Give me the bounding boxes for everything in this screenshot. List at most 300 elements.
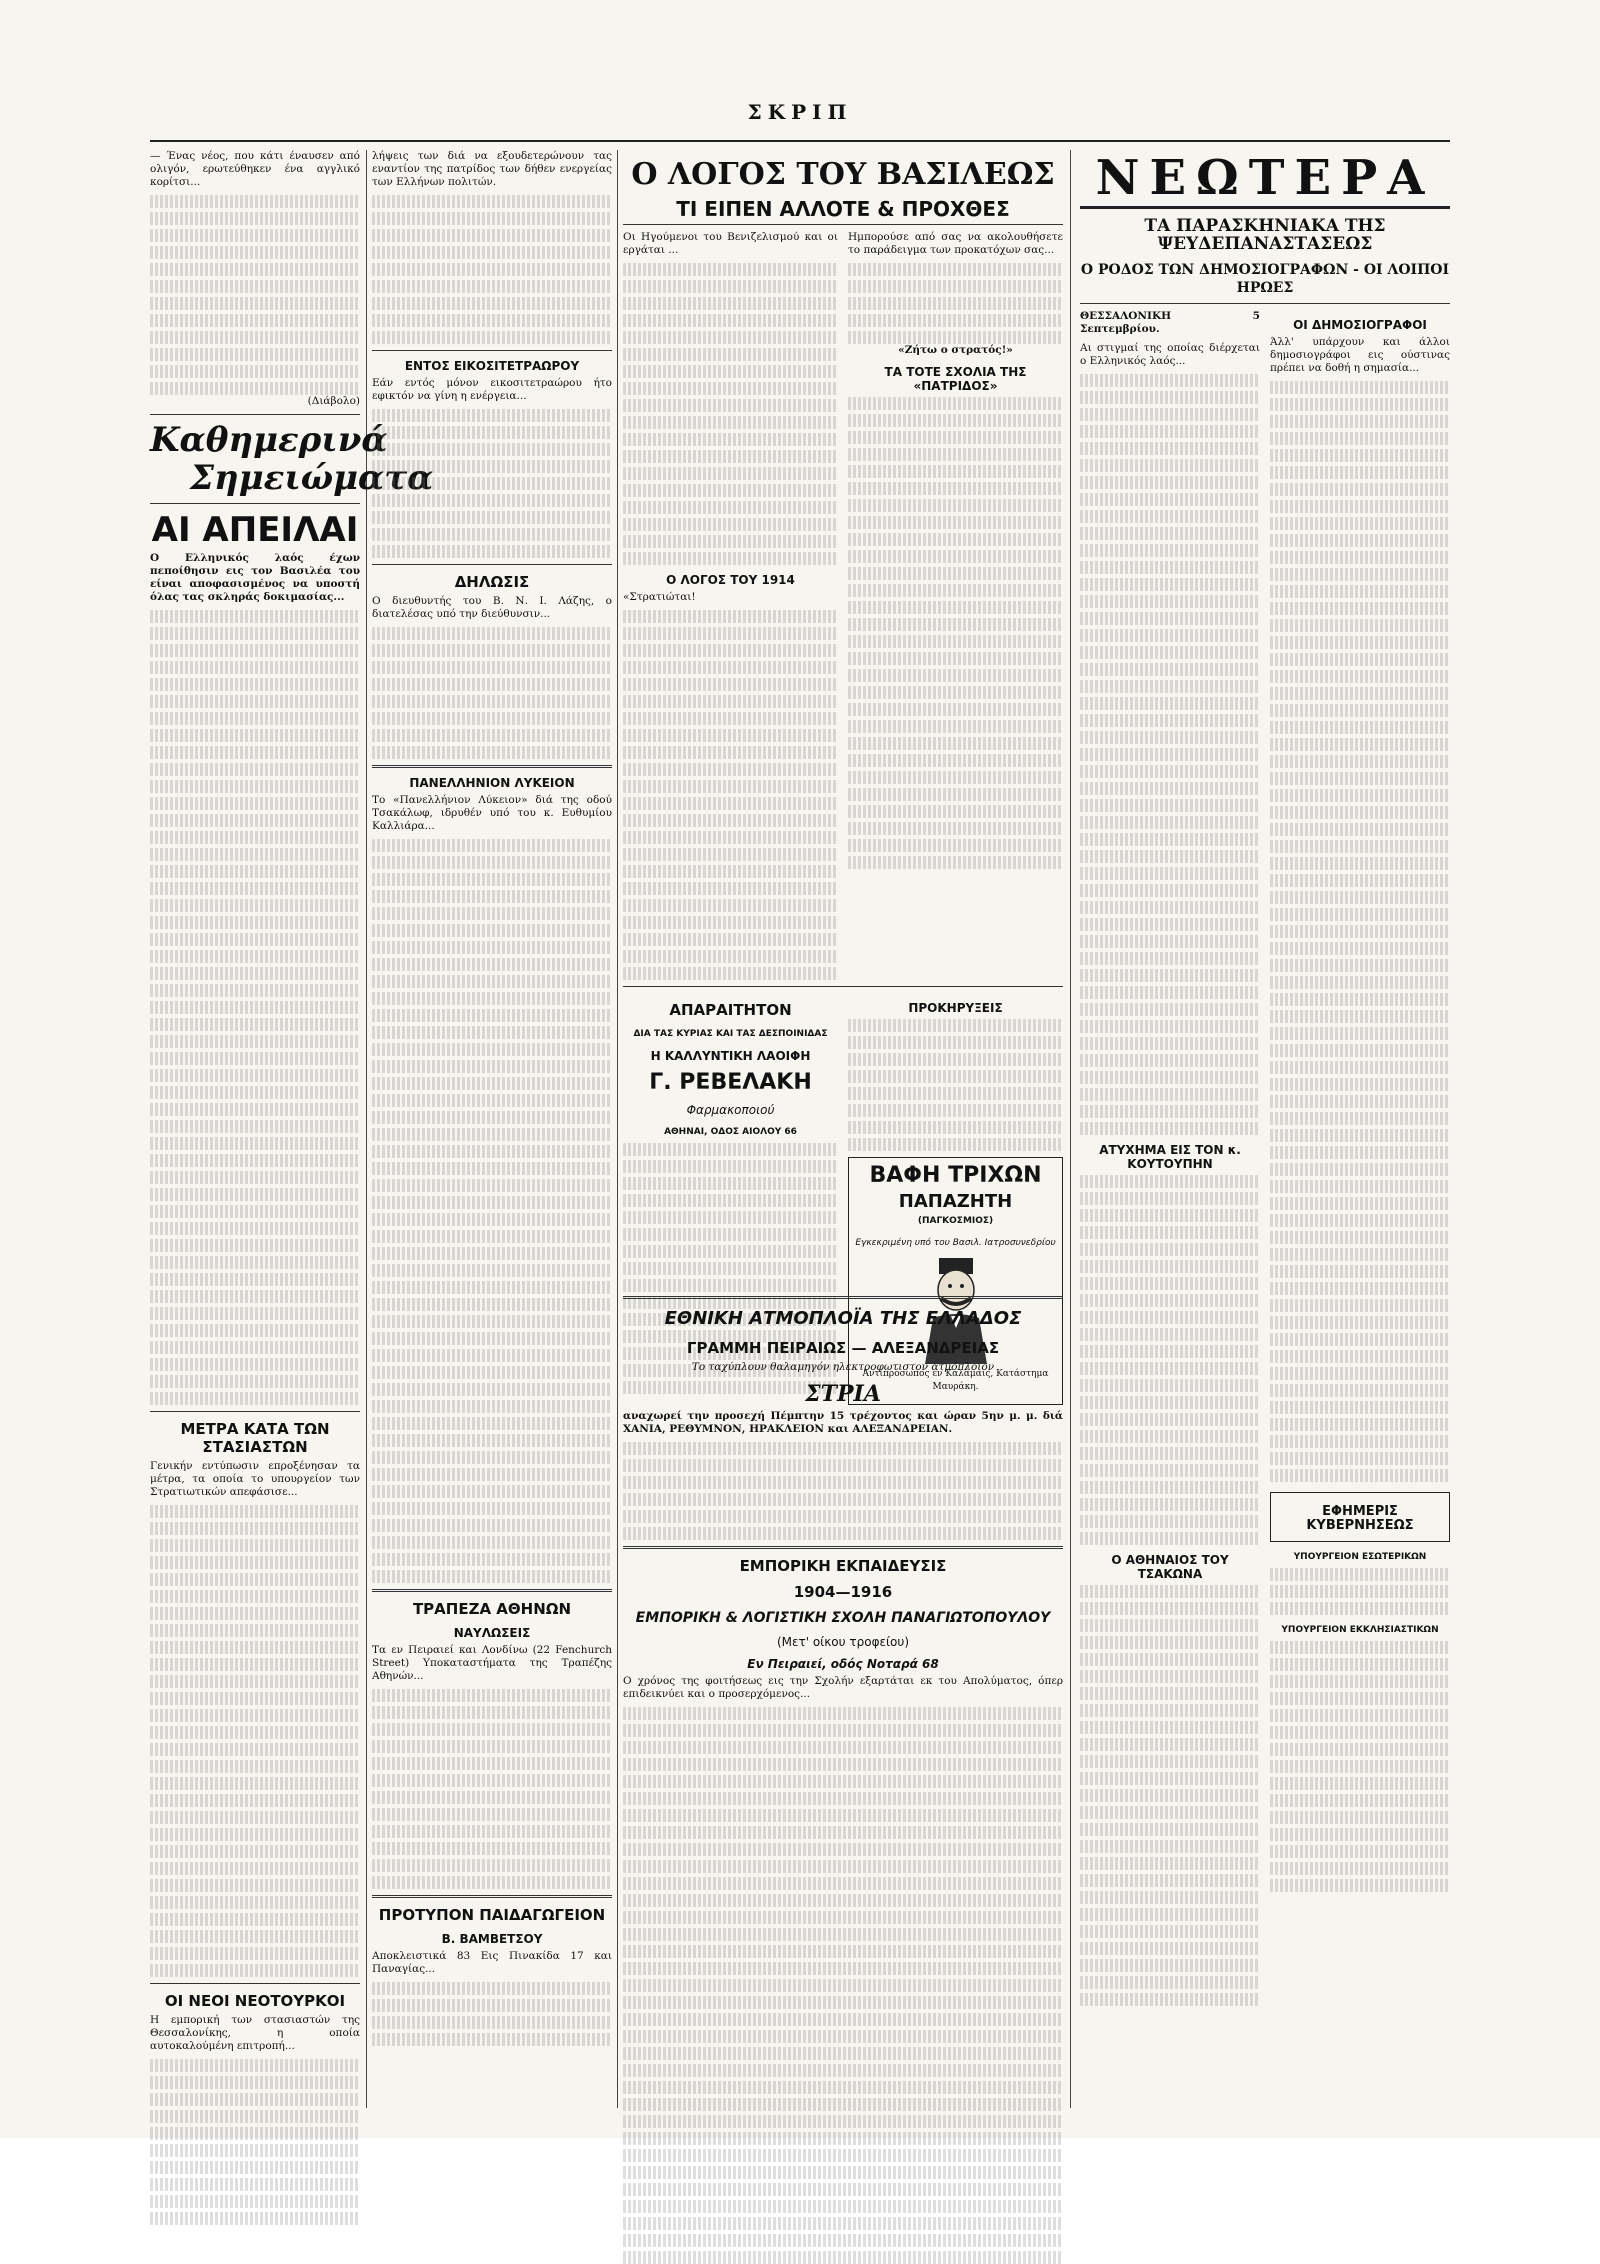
text-line-placeholder <box>623 2047 1063 2060</box>
text-line-placeholder <box>150 865 360 878</box>
text-line-placeholder <box>372 1859 612 1872</box>
text-line-placeholder <box>623 814 838 827</box>
ad-subtitle: ΔΙΑ ΤΑΣ ΚΥΡΙΑΣ ΚΑΙ ΤΑΣ ΔΕΣΠΟΙΝΙΔΑΣ <box>633 1029 828 1039</box>
text-line-placeholder <box>623 263 838 276</box>
text-line-placeholder <box>623 865 838 878</box>
text-line-placeholder <box>848 584 1063 597</box>
text-line-placeholder <box>372 746 612 759</box>
text-line-placeholder <box>150 1692 360 1705</box>
text-line-placeholder <box>623 2183 1063 2196</box>
text-line-placeholder <box>1080 476 1260 489</box>
text-line-placeholder <box>150 814 360 827</box>
column-2 <box>372 150 612 2108</box>
text-line-placeholder <box>150 661 360 674</box>
text-line-placeholder <box>150 1658 360 1671</box>
text-line-placeholder <box>623 382 838 395</box>
headline-behind-scenes: ΤΑ ΠΑΡΑΣΚΗΝΙΑΚΑ ΤΗΣ ΨΕΥΔΕΠΑΝΑΣΤΑΣΕΩΣ <box>1144 216 1386 254</box>
headline-accident: ΑΤΥΧΗΜΑ ΕΙΣ ΤΟΝ κ. ΚΟΥΤΟΥΠΗΝ <box>1099 1143 1241 1171</box>
text-line-placeholder <box>1080 1277 1260 1290</box>
text-line-placeholder <box>1270 1585 1450 1598</box>
text-line-placeholder <box>1080 1721 1260 1734</box>
text-line-placeholder <box>150 1120 360 1133</box>
text-line-placeholder <box>623 518 838 531</box>
text-line-placeholder <box>372 1485 612 1498</box>
text-line-placeholder <box>1080 884 1260 897</box>
headline-measures: ΜΕΤΡΑ ΚΑΤΑ ΤΩΝ ΣΤΑΣΙΑΣΤΩΝ <box>180 1420 330 1456</box>
text-line-placeholder <box>150 1777 360 1790</box>
text-line-placeholder <box>848 1053 1063 1066</box>
text-line-placeholder <box>150 933 360 946</box>
text-line-placeholder <box>150 1086 360 1099</box>
text-line-placeholder <box>372 1196 612 1209</box>
text-line-placeholder <box>1080 833 1260 846</box>
text-line-placeholder <box>623 1459 1063 1472</box>
text-line-placeholder <box>150 263 360 276</box>
text-line-placeholder <box>1080 1806 1260 1819</box>
text-line-placeholder <box>1270 1862 1450 1875</box>
text-line-placeholder <box>150 1760 360 1773</box>
text-line-placeholder <box>1270 1044 1450 1057</box>
text-line-placeholder <box>1270 925 1450 938</box>
text-line-placeholder <box>1080 425 1260 438</box>
ad-brand: Η ΚΑΛΛΥΝΤΙΚΗ ΛΑΟΙΦΗ <box>650 1049 811 1063</box>
text-line-placeholder <box>150 1964 360 1977</box>
text-line-placeholder <box>150 899 360 912</box>
text-line-placeholder <box>372 644 612 657</box>
text-line-placeholder <box>1270 959 1450 972</box>
text-line-placeholder <box>372 1706 612 1719</box>
headline-the-journalists: ΟΙ ΔΗΜΟΣΙΟΓΡΑΦΟΙ <box>1293 318 1427 332</box>
text-line-placeholder <box>150 2110 360 2123</box>
text-line-placeholder <box>848 1019 1063 1032</box>
text-line-placeholder <box>150 1896 360 1909</box>
text-line-placeholder <box>372 729 612 742</box>
text-line-placeholder <box>372 443 612 456</box>
text-line-placeholder <box>150 195 360 208</box>
text-line-placeholder <box>623 348 838 361</box>
text-bank: Τα εν Πειραιεί και Λονδίνω (22 Fenchurch Street) Υποκαταστήματα της Τραπέζης Αθηνών... <box>372 1644 612 1682</box>
text-line-placeholder <box>372 890 612 903</box>
text-line-placeholder <box>623 2217 1063 2230</box>
text-line-placeholder <box>372 212 612 225</box>
text-line-placeholder <box>1270 1010 1450 1023</box>
headline-athenian: Ο ΑΘΗΝΑΙΟΣ ΤΟΥ ΤΣΑΚΩΝΑ <box>1111 1553 1229 1581</box>
text-line-placeholder <box>150 348 360 361</box>
text-line-placeholder <box>372 2016 612 2029</box>
text-line-placeholder <box>1270 1197 1450 1210</box>
text-line-placeholder <box>372 246 612 259</box>
text-line-placeholder <box>848 263 1063 276</box>
text-line-placeholder <box>372 1230 612 1243</box>
text-line-placeholder <box>150 2161 360 2174</box>
text-line-placeholder <box>372 1791 612 1804</box>
text-line-placeholder <box>1270 1112 1450 1125</box>
text-line-placeholder <box>150 678 360 691</box>
text-line-placeholder <box>372 426 612 439</box>
text-line-placeholder <box>150 280 360 293</box>
text-line-placeholder <box>1080 1755 1260 1768</box>
ad-title: ΒΑΦΗ ΤΡΙΧΩΝ <box>869 1163 1042 1188</box>
headline-young-turks: ΟΙ ΝΕΟΙ ΝΕΟΤΟΥΡΚΟΙ <box>164 1992 346 2010</box>
text-line-placeholder <box>150 1879 360 1892</box>
text-line-placeholder <box>623 297 838 310</box>
text-line-placeholder <box>623 433 838 446</box>
text-line-placeholder <box>1080 374 1260 387</box>
headline-bank: ΤΡΑΠΕΖΑ ΑΘΗΝΩΝ <box>412 1600 572 1618</box>
text-line-placeholder <box>848 652 1063 665</box>
text-line-placeholder <box>1080 1857 1260 1870</box>
text-line-placeholder <box>1270 1777 1450 1790</box>
speech-1914-lead: «Στρατιώται! <box>623 591 696 603</box>
text-line-placeholder <box>150 729 360 742</box>
text-line-placeholder <box>150 1154 360 1167</box>
text-line-placeholder <box>1080 1430 1260 1443</box>
text-line-placeholder <box>1080 816 1260 829</box>
text-line-placeholder <box>1270 1641 1450 1654</box>
text-line-placeholder <box>1080 1396 1260 1409</box>
text-line-placeholder <box>150 916 360 929</box>
text-line-placeholder <box>623 280 838 293</box>
text-line-placeholder <box>1080 578 1260 591</box>
text-line-placeholder <box>150 1273 360 1286</box>
text-line-placeholder <box>372 1451 612 1464</box>
text-line-placeholder <box>848 1121 1063 1134</box>
text-line-placeholder <box>150 212 360 225</box>
text-line-placeholder <box>1080 1840 1260 1853</box>
text-line-placeholder <box>1270 1435 1450 1448</box>
text-line-placeholder <box>1270 653 1450 666</box>
text-line-placeholder <box>623 1493 1063 1506</box>
text-line-placeholder <box>1270 551 1450 564</box>
text-line-placeholder <box>1080 765 1260 778</box>
text-line-placeholder <box>623 2149 1063 2162</box>
text-line-placeholder <box>372 839 612 852</box>
quote: «Ζήτω ο στρατός!» <box>898 344 1013 356</box>
text-line-placeholder <box>1270 1061 1450 1074</box>
text-line-placeholder <box>1080 1891 1260 1904</box>
text-line-placeholder <box>623 2234 1063 2247</box>
text-line-placeholder <box>848 516 1063 529</box>
text-line-placeholder <box>150 1828 360 1841</box>
text-line-placeholder <box>848 754 1063 767</box>
text-line-placeholder <box>623 1996 1063 2009</box>
text-line-placeholder <box>372 1077 612 1090</box>
shipping-text: αναχωρεί την προσεχή Πέμπτην 15 τρέχοντος και ώραν 5ην μ. μ. διά ΧΑΝΙΑ, ΡΕΘΥΜΝΟΝ, ΗΡΑΚΛΕΙΟΝ και ΑΛΕΞΑΝΔΡΕΙΑΝ. <box>623 1410 1063 1435</box>
text-line-placeholder <box>1080 1447 1260 1460</box>
text-line-placeholder <box>372 1281 612 1294</box>
text-line-placeholder <box>848 414 1063 427</box>
text-line-placeholder <box>1080 1823 1260 1836</box>
text-line-placeholder <box>150 1205 360 1218</box>
text-line-placeholder <box>1270 687 1450 700</box>
text-line-placeholder <box>1080 1789 1260 1802</box>
text-line-placeholder <box>848 1036 1063 1049</box>
column-divider <box>617 150 618 2108</box>
text-line-placeholder <box>1270 449 1450 462</box>
text-line-placeholder <box>1080 1071 1260 1084</box>
text-line-placeholder <box>1270 1726 1450 1739</box>
text-line-placeholder <box>1080 680 1260 693</box>
text-line-placeholder <box>372 1982 612 1995</box>
latest-text-a: Αι στιγμαί της οποίας διέρχεται ο Ελληνικός λαός... <box>1080 342 1260 367</box>
text-line-placeholder <box>848 499 1063 512</box>
section-title: Καθημερινά <box>150 420 388 460</box>
text-line-placeholder <box>1270 483 1450 496</box>
text-line-placeholder <box>150 2093 360 2106</box>
text-line-placeholder <box>150 882 360 895</box>
commercial-education-title: ΕΜΠΟΡΙΚΗ ΕΚΠΑΙΔΕΥΣΙΣ <box>739 1557 947 1575</box>
text-line-placeholder <box>1270 1214 1450 1227</box>
text-line-placeholder <box>150 1392 360 1405</box>
commercial-school-address: Εν Πειραιεί, οδός Νοταρά 68 <box>747 1657 939 1671</box>
text-line-placeholder <box>1080 782 1260 795</box>
text-line-placeholder <box>623 1228 838 1241</box>
text-line-placeholder <box>372 1060 612 1073</box>
text-line-placeholder <box>150 1052 360 1065</box>
text-line-placeholder <box>150 2212 360 2225</box>
text-line-placeholder <box>1270 1879 1450 1892</box>
text-line-placeholder <box>1270 1231 1450 1244</box>
text-line-placeholder <box>1080 391 1260 404</box>
text-line-placeholder <box>150 1341 360 1354</box>
text-line-placeholder <box>1080 1481 1260 1494</box>
text-line-placeholder <box>150 1505 360 1518</box>
text-line-placeholder <box>372 1519 612 1532</box>
text-line-placeholder <box>1080 1942 1260 1955</box>
text-line-placeholder <box>1080 1532 1260 1545</box>
text-line-placeholder <box>1080 1704 1260 1717</box>
headline-speech-1914: Ο ΛΟΓΟΣ ΤΟΥ 1914 <box>666 573 795 587</box>
text-line-placeholder <box>372 1349 612 1362</box>
text-line-placeholder <box>1080 1464 1260 1477</box>
text-line-placeholder <box>848 397 1063 410</box>
text-line-placeholder <box>1270 619 1450 632</box>
text-line-placeholder <box>623 1775 1063 1788</box>
text-line-placeholder <box>372 1366 612 1379</box>
text-line-placeholder <box>150 1573 360 1586</box>
text-line-placeholder <box>372 528 612 541</box>
text-line-placeholder <box>1270 1384 1450 1397</box>
text-line-placeholder <box>372 1111 612 1124</box>
text-line-placeholder <box>372 1740 612 1753</box>
text-line-placeholder <box>150 1018 360 1031</box>
text-line-placeholder <box>372 280 612 293</box>
text-line-placeholder <box>1080 1020 1260 1033</box>
text-line-placeholder <box>1080 1993 1260 2006</box>
text-line-placeholder <box>1080 1122 1260 1135</box>
text-line-placeholder <box>1270 1675 1450 1688</box>
text-line-placeholder <box>623 916 838 929</box>
text-line-placeholder <box>623 644 838 657</box>
text-line-placeholder <box>1270 1452 1450 1465</box>
text-line-placeholder <box>848 297 1063 310</box>
text-line-placeholder <box>848 822 1063 835</box>
text-line-placeholder <box>1080 1738 1260 1751</box>
text-line-placeholder <box>623 1143 838 1156</box>
text-declaration: Ο διευθυντής του Β. Ν. Ι. Λάζης, ο διατελέσας υπό την διεύθυνσιν... <box>372 595 612 620</box>
text-line-placeholder <box>150 848 360 861</box>
text-line-placeholder <box>623 2013 1063 2026</box>
text-line-placeholder <box>372 1094 612 1107</box>
text-line-placeholder <box>150 1290 360 1303</box>
text-line-placeholder <box>623 1962 1063 1975</box>
text-line-placeholder <box>372 1247 612 1260</box>
text-line-placeholder <box>623 535 838 548</box>
text-line-placeholder <box>848 280 1063 293</box>
text-line-placeholder <box>1270 1418 1450 1431</box>
ad-approval: Εγκεκριμένη υπό του Βασιλ. Ιατροσυνεδρίου <box>855 1238 1056 1248</box>
text-line-placeholder <box>150 1256 360 1269</box>
text-line-placeholder <box>1270 1316 1450 1329</box>
text-line-placeholder <box>848 686 1063 699</box>
ad-title: ΑΠΑΡΑΙΤΗΤΟΝ <box>669 1001 792 1019</box>
text-line-placeholder <box>1270 670 1450 683</box>
text-line-placeholder <box>1270 1333 1450 1346</box>
text-line-placeholder <box>848 1104 1063 1117</box>
text-line-placeholder <box>372 1400 612 1413</box>
text-line-placeholder <box>623 1476 1063 1489</box>
text-line-placeholder <box>1270 1367 1450 1380</box>
text-line-placeholder <box>372 1502 612 1515</box>
text-line-placeholder <box>848 771 1063 784</box>
text-line-placeholder <box>372 1264 612 1277</box>
text-line-placeholder <box>372 907 612 920</box>
young-turks-text: Η εμπορική των στασιαστών της Θεσσαλονίκης, η οποία αυτοκαλούμένη επιτροπή... <box>150 2014 360 2052</box>
text-line-placeholder <box>623 2115 1063 2128</box>
text-line-placeholder <box>623 661 838 674</box>
text-line-placeholder <box>372 661 612 674</box>
text-line-placeholder <box>623 450 838 463</box>
text-line-placeholder <box>372 314 612 327</box>
text-line-placeholder <box>848 805 1063 818</box>
text-line-placeholder <box>848 465 1063 478</box>
text-line-placeholder <box>1270 1760 1450 1773</box>
text-line-placeholder <box>150 1794 360 1807</box>
text-line-placeholder <box>1270 500 1450 513</box>
ad-address: ΑΘΗΝΑΙ, ΟΔΟΣ ΑΙΟΛΟΥ 66 <box>664 1127 797 1137</box>
headline-proclamations: ΠΡΟΚΗΡΥΞΕΙΣ <box>908 1001 1003 1015</box>
text-line-placeholder <box>623 501 838 514</box>
text-line-placeholder <box>1270 908 1450 921</box>
text-line-placeholder <box>1080 459 1260 472</box>
text-line-placeholder <box>623 1211 838 1224</box>
text-line-placeholder <box>1080 1925 1260 1938</box>
kings-speech-text-b: Ημπορούσε από σας να ακολουθήσετε το παράδειγμα των προκατόχων σας... <box>848 231 1063 256</box>
text-line-placeholder <box>372 695 612 708</box>
text-line-placeholder <box>623 1894 1063 1907</box>
text-line-placeholder <box>623 950 838 963</box>
text-line-placeholder <box>623 882 838 895</box>
text-line-placeholder <box>623 1945 1063 1958</box>
text-line-placeholder <box>1080 731 1260 744</box>
banner-latest-news: ΝΕΩΤΕΡΑ <box>1080 150 1450 209</box>
text-line-placeholder <box>623 2166 1063 2179</box>
text-line-placeholder <box>1270 1146 1450 1159</box>
text-line-placeholder <box>623 1707 1063 1720</box>
text-line-placeholder <box>150 2127 360 2140</box>
text-line-placeholder <box>372 1417 612 1430</box>
text-line-placeholder <box>372 1043 612 1056</box>
text-line-placeholder <box>1080 1192 1260 1205</box>
text-line-placeholder <box>150 950 360 963</box>
text-line-placeholder <box>150 246 360 259</box>
masthead-title: ΣΚΡΙΠ <box>747 100 853 124</box>
text-line-placeholder <box>150 1811 360 1824</box>
text-line-placeholder <box>1270 398 1450 411</box>
text-line-placeholder <box>150 1222 360 1235</box>
headline-gazette: ΕΦΗΜΕΡΙΣ ΚΥΒΕΡΝΗΣΕΩΣ <box>1306 1504 1414 1533</box>
ad-name: Γ. ΡΕΒΕΛΑΚΗ <box>649 1070 812 1095</box>
text-line-placeholder <box>150 314 360 327</box>
text-line-placeholder <box>1270 636 1450 649</box>
text-line-placeholder <box>623 1194 838 1207</box>
text-line-placeholder <box>1270 1401 1450 1414</box>
text-line-placeholder <box>848 431 1063 444</box>
text-line-placeholder <box>372 1383 612 1396</box>
text-line-placeholder <box>1270 1743 1450 1756</box>
text-line-placeholder <box>372 1757 612 1770</box>
text-line-placeholder <box>150 1862 360 1875</box>
text-line-placeholder <box>623 399 838 412</box>
text-line-placeholder <box>623 1527 1063 1540</box>
text-line-placeholder <box>150 780 360 793</box>
text-line-placeholder <box>623 1809 1063 1822</box>
text-line-placeholder <box>623 1877 1063 1890</box>
text-line-placeholder <box>1080 986 1260 999</box>
text-line-placeholder <box>1080 850 1260 863</box>
text-line-placeholder <box>623 1262 838 1275</box>
text-line-placeholder <box>1270 1602 1450 1615</box>
text-line-placeholder <box>372 511 612 524</box>
text-line-placeholder <box>372 1332 612 1345</box>
text-line-placeholder <box>150 1641 360 1654</box>
text-line-placeholder <box>1270 1658 1450 1671</box>
text-line-placeholder <box>1080 1653 1260 1666</box>
text-line-placeholder <box>1080 561 1260 574</box>
text-line-placeholder <box>150 2059 360 2072</box>
text-line-placeholder <box>372 1128 612 1141</box>
text-line-placeholder <box>1270 1163 1450 1176</box>
text-line-placeholder <box>1270 840 1450 853</box>
subhead-charters: ΝΑΥΛΩΣΕΙΣ <box>453 1626 531 1640</box>
text-line-placeholder <box>372 1825 612 1838</box>
intro-paragraph: — Ένας νέος, που κάτι έναυσεν από ολιγόν, ερωτεύθηκεν ένα αγγλικό κορίτσι... <box>150 150 360 188</box>
text-line-placeholder <box>623 610 838 623</box>
text-line-placeholder <box>1270 1248 1450 1261</box>
text-line-placeholder <box>372 856 612 869</box>
text-line-placeholder <box>623 967 838 980</box>
text-line-placeholder <box>150 610 360 623</box>
text-line-placeholder <box>150 297 360 310</box>
text-line-placeholder <box>1080 1345 1260 1358</box>
text-line-placeholder <box>1270 1180 1450 1193</box>
text-line-placeholder <box>623 627 838 640</box>
masthead-rule <box>150 140 1450 142</box>
text-line-placeholder <box>1080 901 1260 914</box>
headline-threats: ΑΙ ΑΠΕΙΛΑΙ <box>151 510 359 550</box>
text-line-placeholder <box>623 1160 838 1173</box>
text-line-placeholder <box>1080 799 1260 812</box>
text-line-placeholder <box>623 467 838 480</box>
text-line-placeholder <box>150 627 360 640</box>
text-line-placeholder <box>372 297 612 310</box>
text-line-placeholder <box>372 331 612 344</box>
ad-caption: Αντιπρόσωπος εν Καλάμαις, Κατάστημα Μαυράκη. <box>862 1369 1049 1392</box>
text-line-placeholder <box>372 2033 612 2046</box>
text-line-placeholder <box>372 627 612 640</box>
text-line-placeholder <box>623 2081 1063 2094</box>
text-line-placeholder <box>1080 663 1260 676</box>
